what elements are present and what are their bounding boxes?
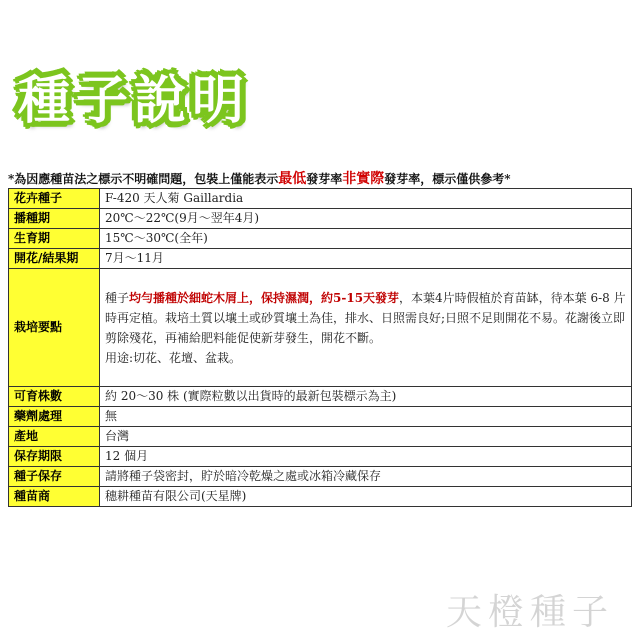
row-flower [9,189,632,209]
notice-part1: *為因應種苗法之標示不明確問題，包裝上僅能表示 [8,172,279,186]
value-growth: 15℃～30℃(全年) [100,229,632,249]
brand-watermark: 天橙種子 [445,592,614,633]
label-plants: 可育株數 [9,387,100,407]
value-sowing: 20℃～22℃(9月～翌年4月) [100,209,632,229]
value-flower: F-420 天人菊 Gaillardia [100,189,632,209]
cultivation-text-a: 種子 [105,290,130,305]
value-supplier: 穗耕種苗有限公司(天星牌) [100,487,632,507]
label-storage: 種子保存 [9,467,100,487]
value-shelf: 12 個月 [100,447,632,467]
label-cultivation: 栽培要點 [9,269,100,387]
label-growth: 生育期 [9,229,100,249]
row-cultivation [9,269,632,387]
row-origin [9,427,632,447]
label-bloom: 開花/結果期 [9,249,100,269]
label-sowing: 播種期 [9,209,100,229]
value-chemical: 無 [100,407,632,427]
label-chemical: 藥劑處理 [9,407,100,427]
page-title: 種子說明 [18,71,251,131]
row-supplier [9,487,632,507]
notice-part2: 發芽率 [306,172,343,186]
label-supplier: 種苗商 [9,487,100,507]
row-chemical [9,407,632,427]
cultivation-text-b: ，本葉4片時假植於育苗缽，待本葉 6-8 片時再定植。栽培土質以壤土或砂質壤土為佳，排水、日照需良好;日照不足則開花不易。花謝後立即剪除殘花，再補給肥料能促使新芽發生，開花不斷。 [105,290,626,345]
row-plants [9,387,632,407]
notice-part3: 發芽率，標示僅供參考* [384,172,511,186]
cultivation-usage: 用途:切花、花壇、盆栽。 [105,350,242,365]
label-flower: 花卉種子 [9,189,100,209]
row-storage [9,467,632,487]
value-plants: 約 20～30 株 (實際粒數以出貨時的最新包裝標示為主) [100,387,632,407]
spec-table [8,188,632,507]
row-bloom [9,249,632,269]
value-bloom: 7月～11月 [100,249,632,269]
row-growth [9,229,632,249]
value-cultivation [100,269,632,387]
label-shelf: 保存期限 [9,447,100,467]
value-origin: 台灣 [100,427,632,447]
label-origin: 產地 [9,427,100,447]
row-sowing [9,209,632,229]
notice-red-2: 非實際 [342,171,385,187]
value-storage: 請將種子袋密封，貯於暗冷乾燥之處或冰箱冷藏保存 [100,467,632,487]
notice-red-1: 最低 [278,171,307,187]
cultivation-highlight: 均勻播種於細蛇木屑上，保持濕潤，約5-15天發芽 [129,290,400,305]
row-shelf [9,447,632,467]
notice-text [8,168,632,188]
